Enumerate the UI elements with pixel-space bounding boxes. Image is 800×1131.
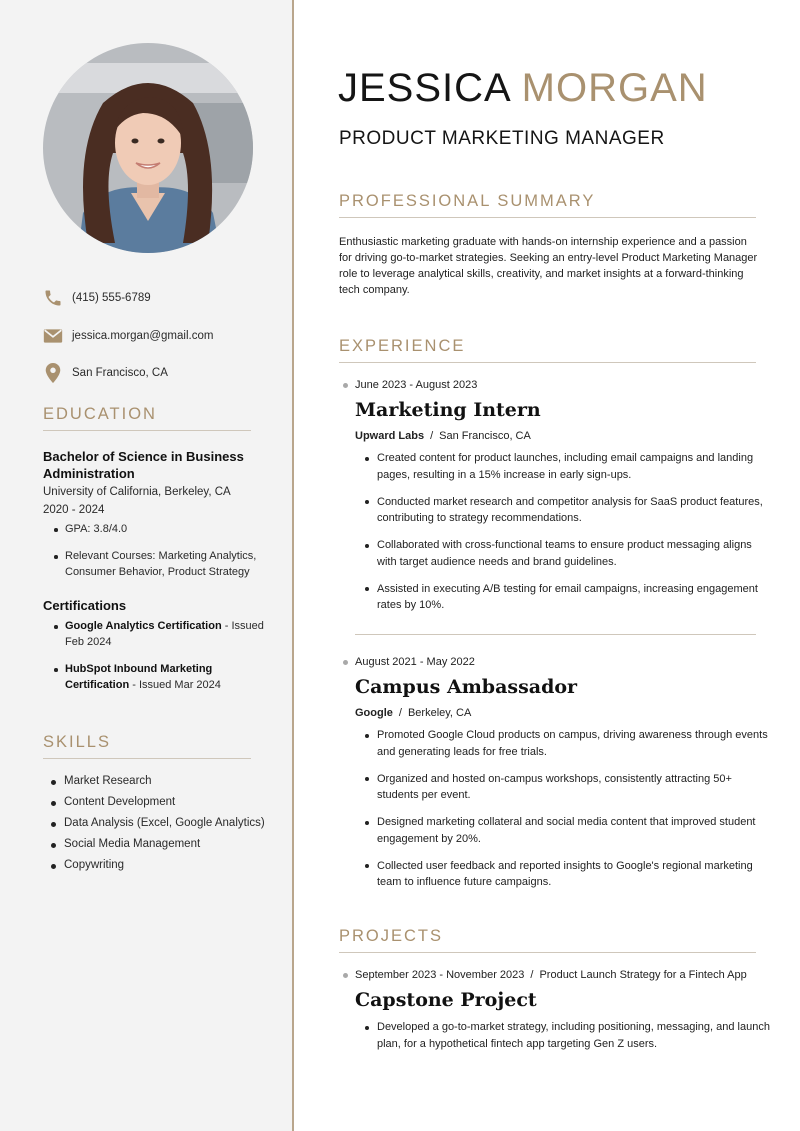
profile-photo <box>43 43 253 253</box>
job-dates <box>343 656 475 668</box>
list-item: Copywriting <box>43 855 283 876</box>
projects-heading: PROJECTS <box>339 927 756 953</box>
cert-name: Google Analytics Certification <box>65 620 222 632</box>
summary-heading: PROFESSIONAL SUMMARY <box>339 192 756 218</box>
bullet-dot <box>343 383 348 388</box>
location-pin-icon <box>43 363 63 383</box>
list-item: Data Analysis (Excel, Google Analytics) <box>43 813 283 834</box>
job-title: Campus Ambassador <box>355 676 578 698</box>
list-item: Organized and hosted on-campus workshops, consistently attracting 50+ students per event. <box>355 771 773 804</box>
project-title: Capstone Project <box>355 989 537 1011</box>
cert-name: HubSpot Inbound Marketing Certification <box>65 663 213 691</box>
job-meta <box>355 707 471 719</box>
list-item: Content Development <box>43 792 283 813</box>
project-dates-text: September 2023 - November 2023 <box>355 969 525 981</box>
job-divider <box>355 634 756 635</box>
experience-heading: EXPERIENCE <box>339 337 756 363</box>
education-school: University of California, Berkeley, CA <box>43 486 231 498</box>
list-item: Assisted in executing A/B testing for email campaigns, increasing engagement rates by 10%. <box>355 581 773 614</box>
contact-phone-text: (415) 555-6789 <box>72 292 151 304</box>
list-item: Collaborated with cross-functional teams to ensure product messaging aligns with target audience needs and brand guidelines. <box>355 537 773 570</box>
certifications-list <box>51 618 276 693</box>
bullet-dot <box>343 660 348 665</box>
job-dates-text: June 2023 - August 2023 <box>355 379 478 391</box>
phone-icon <box>43 288 63 308</box>
project-separator: / <box>530 969 534 981</box>
list-item <box>51 618 276 650</box>
education-heading: EDUCATION <box>43 405 251 431</box>
project-subtitle: Product Launch Strategy for a Fintech App <box>539 969 747 981</box>
skills-list <box>43 771 283 876</box>
list-item: Conducted market research and competitor analysis for SaaS product features, contributing to strategy recommendations. <box>355 494 773 527</box>
education-years: 2020 - 2024 <box>43 504 105 516</box>
list-item: Promoted Google Cloud products on campus, driving awareness through events and generating leads for free trials. <box>355 727 773 760</box>
job-company: Upward Labs <box>355 430 425 442</box>
job-bullets <box>355 450 773 614</box>
cert-issued: - Issued Mar 2024 <box>129 679 221 691</box>
job-meta <box>355 430 531 442</box>
profile-photo-illustration <box>43 43 253 253</box>
job-location: Berkeley, CA <box>407 707 472 719</box>
education-degree: Bachelor of Science in Business Administration <box>43 449 244 481</box>
list-item <box>51 661 276 693</box>
list-item: Social Media Management <box>43 834 283 855</box>
contact-phone[interactable] <box>43 288 151 308</box>
job-location: San Francisco, CA <box>439 430 531 442</box>
project-bullets <box>355 1019 773 1052</box>
contact-location-text: San Francisco, CA <box>72 367 168 379</box>
job-title: Marketing Intern <box>355 399 541 421</box>
job-dates <box>343 379 477 391</box>
job-meta-separator: / <box>430 430 434 442</box>
job-bullets <box>355 727 773 891</box>
list-item: Market Research <box>43 771 283 792</box>
job-meta-separator: / <box>398 707 402 719</box>
cert-issued: - Issued Feb 2024 <box>65 620 264 648</box>
contact-email[interactable] <box>43 326 213 346</box>
contact-email-text: jessica.morgan@gmail.com <box>72 330 214 342</box>
list-item: Created content for product launches, including email campaigns and landing pages, resulting in a 15% increase in early sign-ups. <box>355 450 773 483</box>
job-company: Google <box>355 707 393 719</box>
first-name: JESSICA <box>338 66 510 110</box>
certifications-heading: Certifications <box>43 598 127 613</box>
project-dates <box>343 969 747 981</box>
candidate-role: PRODUCT MARKETING MANAGER <box>339 128 665 149</box>
list-item: GPA: 3.8/4.0 <box>51 521 276 537</box>
last-name: MORGAN <box>521 66 708 110</box>
skills-heading: SKILLS <box>43 733 251 759</box>
summary-text: Enthusiastic marketing graduate with hands-on internship experience and a passion for driving go-to-market strategies. Seeking an entry-level Product Marketing Manager role to leverage analytical skills, creativity, and market insights at a forward-thinking tech company. <box>339 236 758 296</box>
bullet-dot <box>343 973 348 978</box>
list-item: Developed a go-to-market strategy, including positioning, messaging, and launch plan, for a hypothetical fintech app targeting Gen Z users. <box>355 1019 773 1052</box>
list-item: Collected user feedback and reported insights to Google's regional marketing team to influence future campaigns. <box>355 858 773 891</box>
job-dates-text: August 2021 - May 2022 <box>355 656 475 668</box>
education-details <box>51 521 276 580</box>
mail-icon <box>43 326 63 346</box>
contact-location <box>43 363 168 383</box>
list-item: Designed marketing collateral and social media content that improved student engagement by 20%. <box>355 814 773 847</box>
sidebar <box>0 0 294 1131</box>
candidate-name <box>338 66 708 111</box>
list-item: Relevant Courses: Marketing Analytics, Consumer Behavior, Product Strategy <box>51 548 276 580</box>
